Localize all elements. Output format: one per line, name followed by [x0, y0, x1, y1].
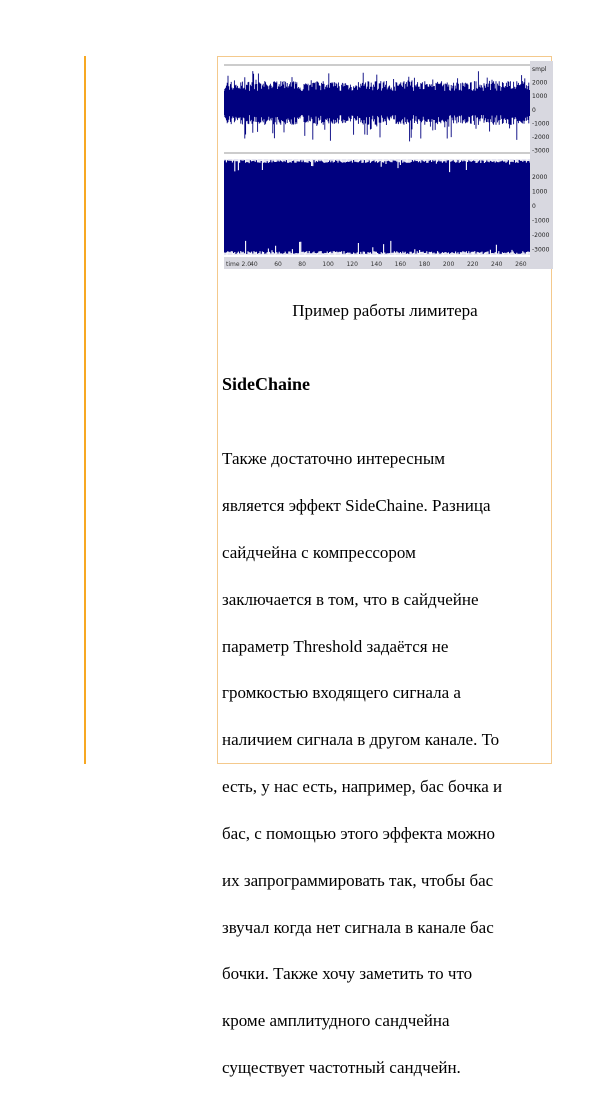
body-line: есть, у нас есть, например, бас бочка и — [222, 777, 503, 797]
top-waveform — [224, 65, 530, 153]
time-tick-label: 220 — [466, 261, 479, 268]
section-title: SideChaine — [222, 374, 311, 394]
body-line: наличием сигнала в другом канале. То — [222, 730, 500, 750]
body-line: заключается в том, что в сайдчейне — [222, 589, 479, 609]
body-line: звучал когда нет сигнала в канале бас — [222, 917, 494, 937]
scale-label: -2000 — [532, 134, 550, 141]
figure-caption: Пример работы лимитера — [292, 301, 478, 320]
scale-label: 1000 — [532, 188, 548, 196]
scale-label: 2000 — [532, 174, 548, 181]
body-line: кроме амплитудного сандчейна — [222, 1011, 450, 1031]
time-tick-label: time 2.0 — [226, 261, 252, 268]
time-tick-label: 160 — [394, 261, 407, 268]
body-line: существует частотный сандчейн. — [222, 1057, 461, 1077]
time-tick-label: 60 — [274, 261, 282, 268]
body-line: бочки. Также хочу заметить то что — [222, 964, 473, 984]
scale-label: -2000 — [532, 232, 550, 239]
body-line: их запрограммировать так, чтобы бас — [222, 870, 494, 890]
body-line: параметр Threshold задаётся не — [222, 636, 449, 656]
time-tick-label: 120 — [346, 261, 358, 268]
section-body — [222, 424, 552, 1103]
body-line: является эффект SideChaine. Разница — [222, 496, 491, 516]
scale-label: -3000 — [532, 147, 550, 155]
scale-label: smpl — [532, 66, 547, 73]
scale-label: -1000 — [532, 120, 550, 128]
bottom-waveform — [224, 159, 530, 255]
time-tick-label: 140 — [370, 261, 383, 268]
body-line: Также достаточно интересным — [222, 449, 446, 469]
scale-background — [530, 61, 553, 257]
body-line: сайдчейна с компрессором — [222, 543, 416, 563]
time-tick-label: 260 — [515, 261, 527, 268]
top-wave-path — [224, 71, 530, 141]
time-tick-label: 200 — [442, 261, 455, 268]
scale-label: 2000 — [532, 79, 548, 87]
scale-label: 0 — [532, 203, 536, 210]
scale-label: -1000 — [532, 217, 550, 225]
time-tick-label: 40 — [250, 261, 258, 268]
body-line: громкостью входящего сигнала а — [222, 683, 461, 703]
scale-label: 0 — [532, 106, 536, 114]
time-tick-label: 240 — [491, 261, 503, 268]
time-tick-label: 80 — [298, 261, 306, 268]
bottom-wave-body — [224, 159, 530, 255]
waveform-figure — [224, 61, 553, 269]
time-axis — [224, 257, 553, 269]
amplitude-scale — [530, 61, 553, 257]
time-tick-label: 100 — [322, 261, 334, 268]
time-tick-label: 180 — [418, 261, 431, 268]
scale-label: -3000 — [532, 246, 550, 254]
scale-label: 1000 — [532, 93, 548, 101]
left-margin-rule — [84, 56, 86, 764]
body-line: бас, с помощью этого эффекта можно — [222, 823, 495, 843]
